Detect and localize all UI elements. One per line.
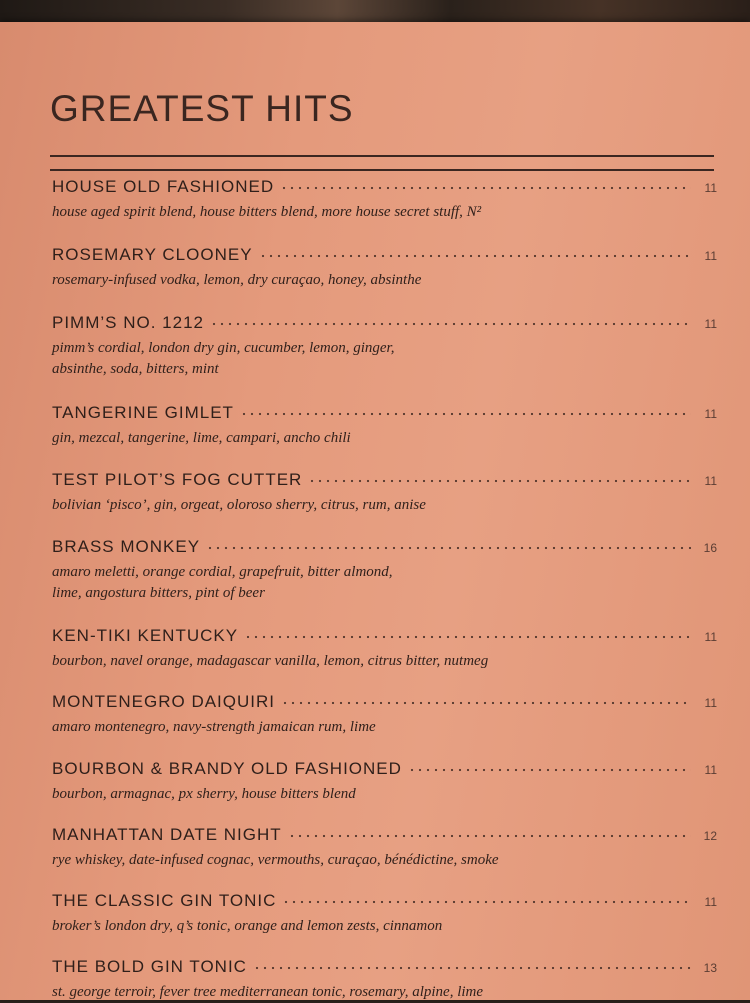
item-name: THE CLASSIC GIN TONIC [52,891,277,910]
item-name: THE BOLD GIN TONIC [52,957,247,976]
dot-leader [408,768,691,772]
item-price: 11 [704,474,717,488]
item-description: house aged spirit blend, house bitters blend, more house secret stuff, N² [52,204,482,220]
dot-leader [253,966,691,970]
item-name: ROSEMARY CLOONEY [52,245,253,264]
menu-item [52,537,717,604]
item-description: amaro montenegro, navy-strength jamaican rum, lime [52,719,376,735]
menu-item [52,313,717,380]
item-description: bourbon, armagnac, px sherry, house bitters blend [52,786,356,802]
dot-leader [282,900,691,904]
title-rule-bottom [50,169,714,171]
menu-page [0,22,750,1000]
item-name: KEN-TIKI KENTUCKY [52,626,239,645]
dot-leader [308,479,691,483]
item-description: gin, mezcal, tangerine, lime, campari, ancho chili [52,430,351,446]
item-description: amaro meletti, orange cordial, grapefruit, bitter almond, [52,564,393,580]
menu-item [52,891,717,937]
item-price: 13 [703,961,717,975]
item-description: broker’s london dry, q’s tonic, orange and lemon zests, cinnamon [52,918,443,934]
item-description-line2: absinthe, soda, bitters, mint [52,361,219,377]
item-price: 11 [704,181,717,195]
item-price: 11 [704,249,717,263]
item-price: 11 [704,630,717,644]
menu-item [52,825,717,871]
item-description: bourbon, navel orange, madagascar vanilla, lemon, citrus bitter, nutmeg [52,653,489,669]
menu-item [52,177,717,223]
item-name: BRASS MONKEY [52,537,201,556]
item-description: pimm’s cordial, london dry gin, cucumber, lemon, ginger, [52,340,395,356]
menu-item [52,403,717,449]
item-description: st. george terroir, fever tree mediterranean tonic, rosemary, alpine, lime [52,984,484,1000]
menu-item [52,245,717,291]
item-description: rye whiskey, date-infused cognac, vermouths, curaçao, bénédictine, smoke [52,852,499,868]
menu-item [52,470,717,516]
item-price: 11 [704,407,717,421]
item-description-line2: lime, angostura bitters, pint of beer [52,585,265,601]
item-description: bolivian ‘pisco’, gin, orgeat, oloroso sherry, citrus, rum, anise [52,497,426,513]
dot-leader [206,546,691,550]
title-rule-top [50,155,714,157]
menu-item [52,957,717,1003]
dot-leader [288,834,691,838]
menu-section-title: GREATEST HITS [50,88,354,129]
dot-leader [280,186,691,190]
item-name: MONTENEGRO DAIQUIRI [52,692,276,711]
item-name: TANGERINE GIMLET [52,403,234,422]
item-price: 11 [704,895,717,909]
item-price: 12 [703,829,717,843]
menu-item [52,759,717,805]
item-name: MANHATTAN DATE NIGHT [52,825,282,844]
dot-leader [244,635,691,639]
item-price: 11 [704,763,717,777]
dot-leader [259,254,691,258]
item-name: HOUSE OLD FASHIONED [52,177,275,196]
item-description: rosemary-infused vodka, lemon, dry curaçao, honey, absinthe [52,272,422,288]
item-price: 11 [704,696,717,710]
item-name: BOURBON & BRANDY OLD FASHIONED [52,759,402,778]
dot-leader [210,322,691,326]
item-price: 11 [704,317,717,331]
item-name: PIMM’S NO. 1212 [52,313,204,332]
item-price: 16 [703,541,717,555]
dot-leader [281,701,691,705]
item-name: TEST PILOT’S FOG CUTTER [52,470,303,489]
menu-item [52,626,717,672]
menu-item [52,692,717,738]
dot-leader [240,412,691,416]
